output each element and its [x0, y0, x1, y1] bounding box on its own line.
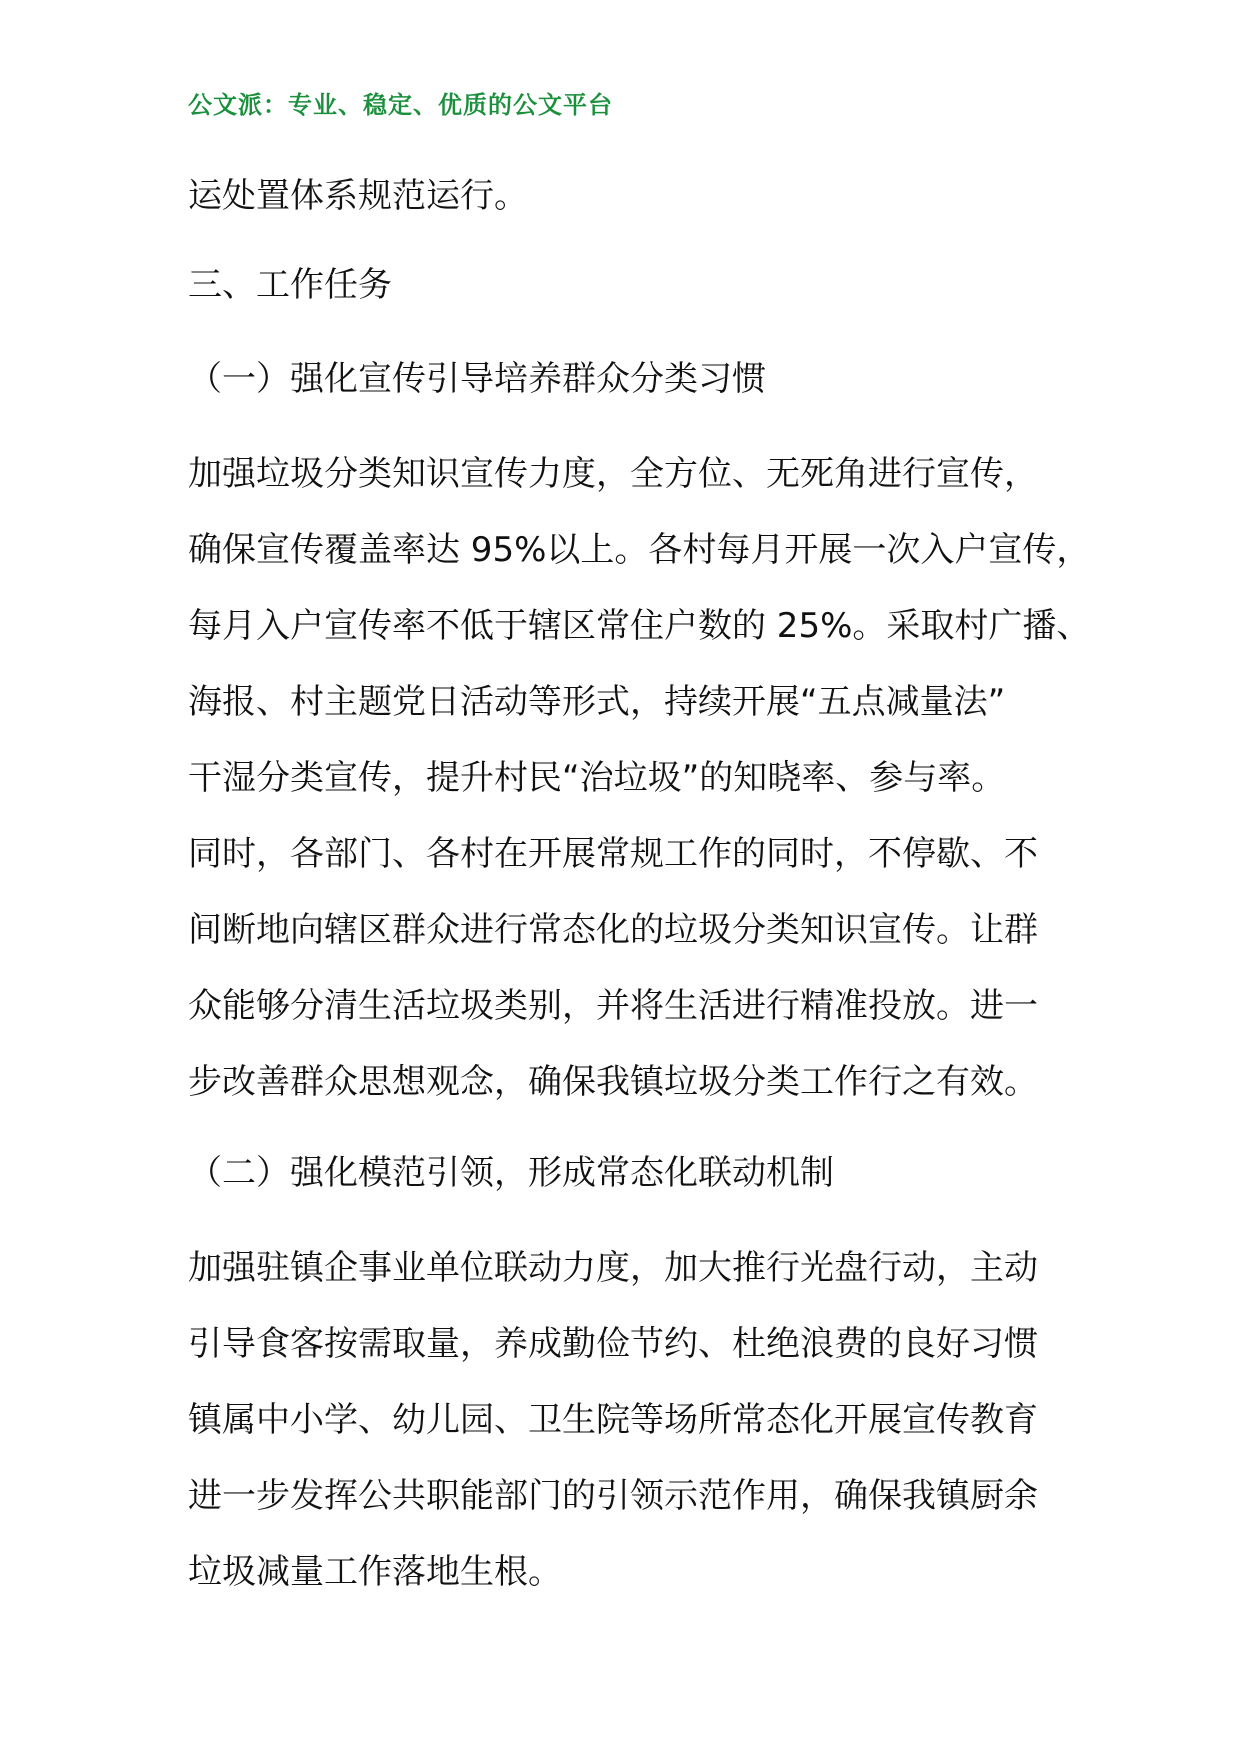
paragraph-line: 镇属中小学、幼儿园、卫生院等场所常态化开展宣传教育 — [188, 1400, 1038, 1440]
section-heading: 三、工作任务 — [188, 265, 392, 305]
paragraph-line: 运处置体系规范运行。 — [188, 176, 528, 216]
subsection-heading: （二）强化模范引领，形成常态化联动机制 — [188, 1153, 834, 1193]
paragraph-line: 引导食客按需取量，养成勤俭节约、杜绝浪费的良好习惯 — [188, 1324, 1038, 1364]
paragraph-line: 海报、村主题党日活动等形式，持续开展“五点减量法” — [188, 682, 1006, 722]
subsection-heading: （一）强化宣传引导培养群众分类习惯 — [188, 359, 766, 399]
paragraph-line: 众能够分清生活垃圾类别，并将生活进行精准投放。进一 — [188, 986, 1038, 1026]
paragraph-line: 加强垃圾分类知识宣传力度，全方位、无死角进行宣传， — [188, 454, 1038, 494]
header-brand: 公文派：专业、稳定、优质的公文平台 — [188, 91, 613, 119]
paragraph-line: 垃圾减量工作落地生根。 — [188, 1552, 562, 1592]
paragraph-line: 每月入户宣传率不低于辖区常住户数的 25%。采取村广播、 — [188, 606, 1091, 646]
paragraph-line: 加强驻镇企事业单位联动力度，加大推行光盘行动，主动 — [188, 1248, 1038, 1288]
paragraph-line: 确保宣传覆盖率达 95%以上。各村每月开展一次入户宣传， — [188, 530, 1091, 570]
paragraph-line: 进一步发挥公共职能部门的引领示范作用，确保我镇厨余 — [188, 1476, 1038, 1516]
paragraph-line: 间断地向辖区群众进行常态化的垃圾分类知识宣传。让群 — [188, 910, 1038, 950]
paragraph-line: 同时，各部门、各村在开展常规工作的同时，不停歇、不 — [188, 834, 1038, 874]
paragraph-line: 干湿分类宣传，提升村民“治垃圾”的知晓率、参与率。 — [188, 758, 1006, 798]
paragraph-line: 步改善群众思想观念，确保我镇垃圾分类工作行之有效。 — [188, 1062, 1038, 1102]
